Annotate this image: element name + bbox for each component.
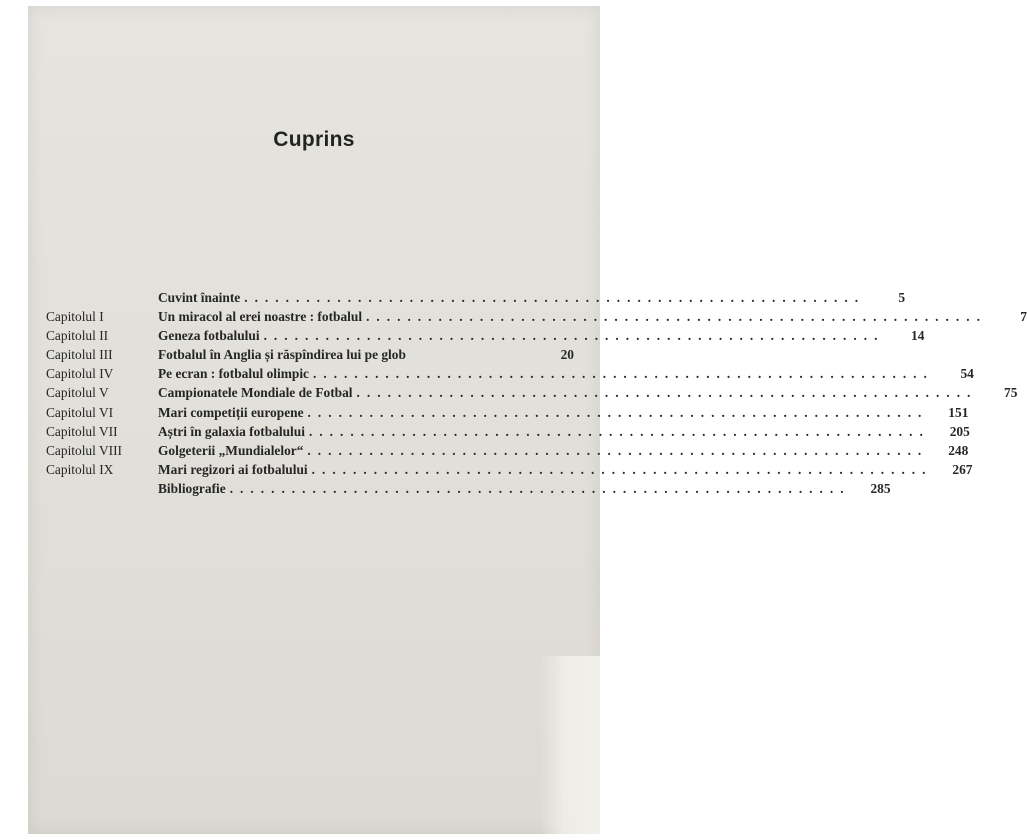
- toc-entry: [158, 481, 851, 497]
- toc-row: [46, 461, 973, 481]
- toc-entry-title: Golgeterii „Mundialelor“: [158, 442, 304, 458]
- toc-row: [46, 442, 969, 462]
- toc-row: [46, 385, 1018, 404]
- toc-row: [46, 423, 970, 443]
- toc-entry-title: Bibliografie: [158, 480, 226, 496]
- toc-dot-leader: ............................................................: [356, 385, 978, 401]
- toc-page-number: 75: [1004, 385, 1018, 401]
- toc-dot-leader: ............................................................: [366, 309, 987, 325]
- toc-chapter-label: Capitolul VII: [46, 423, 118, 439]
- toc-entry-title: Campionatele Mondiale de Fotbal: [158, 385, 353, 401]
- toc-page-number: 205: [949, 423, 970, 439]
- toc-chapter-label: Capitolul I: [46, 309, 104, 325]
- toc-dot-leader: ............................................................: [311, 461, 933, 477]
- toc-entry: [158, 290, 865, 306]
- toc-page-number: 285: [870, 480, 891, 496]
- toc-entry-title: Pe ecran : fotbalul olimpic: [158, 366, 309, 382]
- toc-dot-leader: ............................................................: [244, 290, 866, 305]
- toc-row: [46, 290, 906, 309]
- toc-dot-leader: ............................................................: [229, 480, 851, 496]
- toc-entry: [158, 366, 934, 382]
- toc-dot-leader: ............................................................: [307, 442, 929, 458]
- toc-entry: [158, 385, 977, 401]
- toc-entry: [158, 424, 930, 440]
- toc-page-number: 54: [960, 366, 974, 382]
- toc-entry: [158, 309, 987, 325]
- toc-chapter-label: Capitolul VI: [46, 404, 114, 420]
- toc-chapter-label: Capitolul V: [46, 385, 109, 401]
- toc-row: [46, 328, 925, 347]
- toc-entry: [158, 328, 884, 344]
- toc-chapter-label: Capitolul III: [46, 347, 113, 363]
- toc-page-number: 14: [911, 328, 925, 344]
- book-page: [28, 6, 1027, 834]
- toc-dot-leader: ............................................................: [307, 404, 929, 420]
- toc-entry-title: Aștri în galaxia fotbalului: [158, 423, 305, 439]
- toc-page-number: 20: [560, 347, 574, 363]
- toc-entry: [158, 443, 928, 459]
- toc-page-number: 7: [1020, 309, 1027, 325]
- toc-dot-leader: ............................................................: [263, 328, 885, 344]
- toc-chapter-label: Capitolul II: [46, 328, 109, 344]
- toc-entry-title: Mari competiții europene: [158, 404, 304, 420]
- toc-entry-title: Geneza fotbalului: [158, 328, 260, 344]
- table-of-contents: [46, 290, 1027, 500]
- toc-entry: [158, 462, 933, 478]
- toc-row: [46, 309, 1027, 328]
- worn-page-edge: [540, 656, 600, 834]
- toc-page-number: 151: [948, 404, 969, 420]
- toc-page-number: 267: [952, 461, 973, 477]
- toc-entry-title: Mari regizori ai fotbalului: [158, 461, 308, 477]
- toc-chapter-label: Capitolul IX: [46, 461, 114, 477]
- toc-chapter-label: Capitolul VIII: [46, 442, 122, 458]
- toc-entry-title: Cuvint înainte: [158, 290, 241, 305]
- toc-row: [46, 404, 969, 424]
- page-title: Cuprins: [273, 128, 355, 151]
- toc-entry-title: Un miracol al erei noastre : fotbalul: [158, 309, 363, 325]
- toc-entry-title: Fotbalul în Anglia și răspîndirea lui pe glob: [158, 347, 406, 363]
- toc-row: [46, 480, 891, 500]
- toc-page-number: 248: [948, 442, 969, 458]
- toc-row: [46, 347, 574, 366]
- toc-page-number: 5: [898, 290, 906, 305]
- toc-dot-leader: ............................................................: [308, 423, 930, 439]
- toc-row: [46, 366, 974, 385]
- toc-entry: [158, 347, 534, 363]
- toc-entry: [158, 405, 928, 421]
- toc-chapter-label: Capitolul IV: [46, 366, 114, 382]
- toc-dot-leader: ............................................................: [313, 366, 934, 382]
